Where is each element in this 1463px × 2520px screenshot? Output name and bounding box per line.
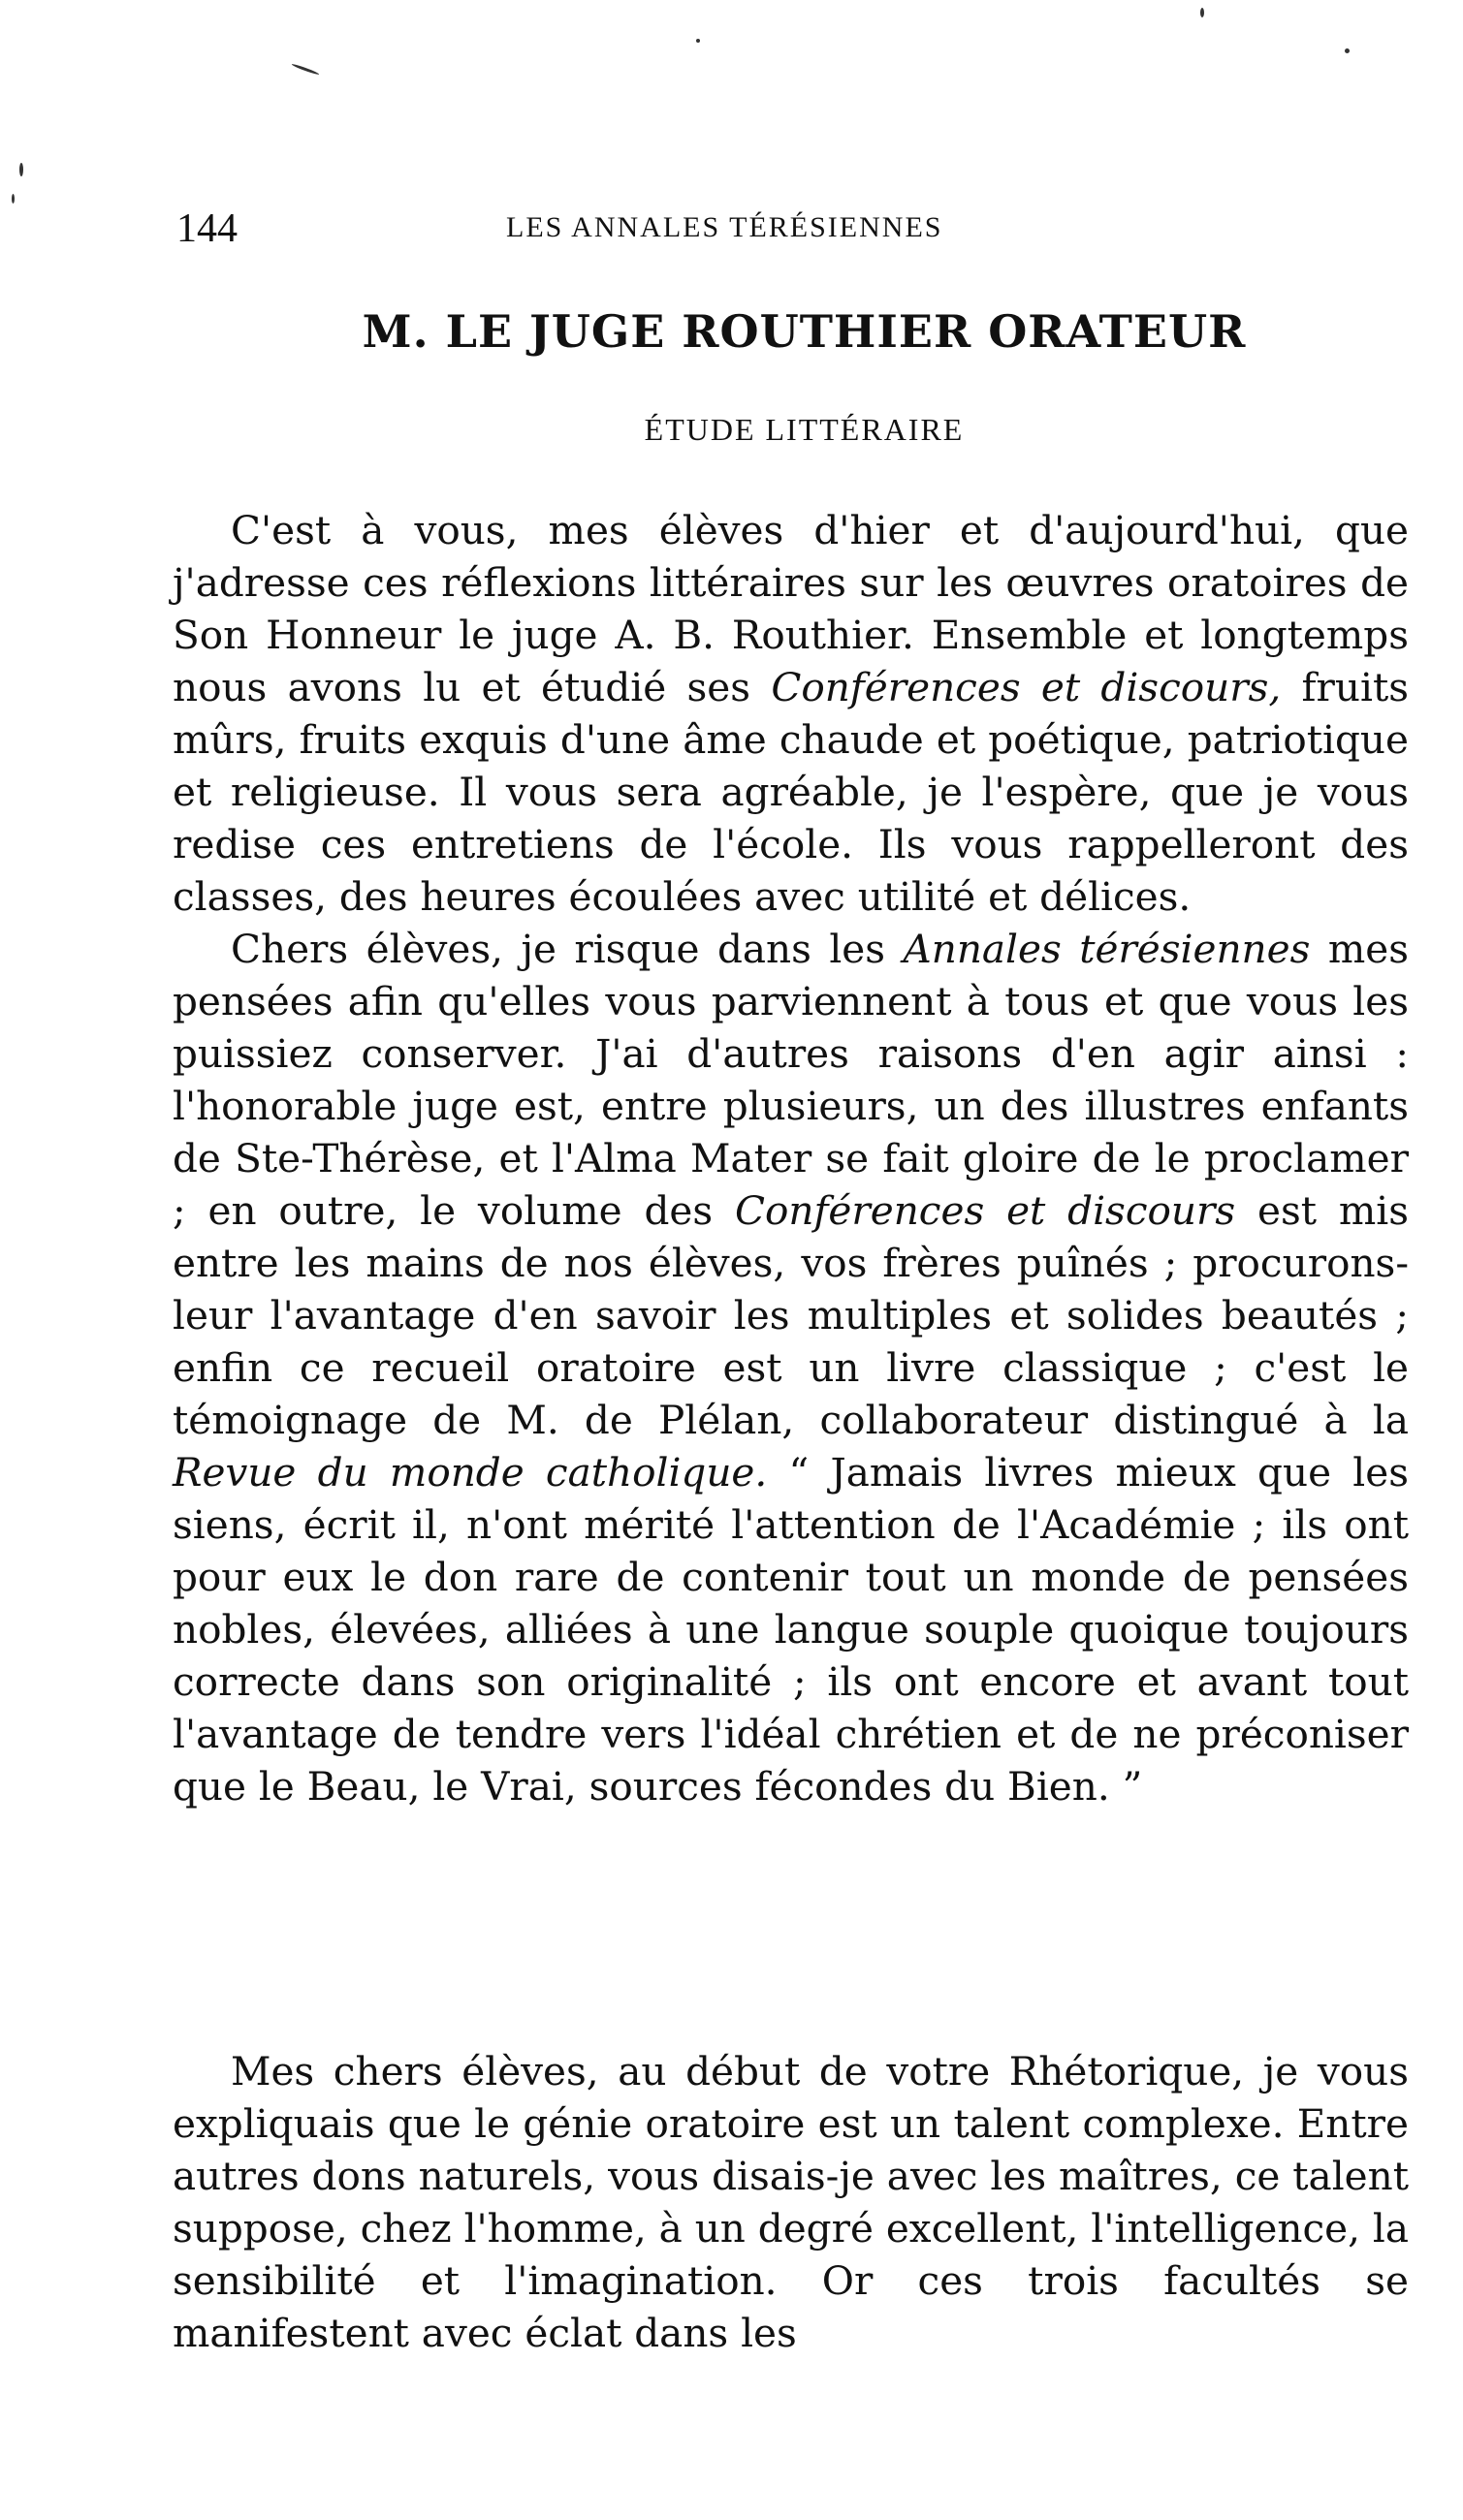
journal-title-annales: Annales térésiennes [903, 926, 1311, 972]
book-title-conferences-2: Conférences et discours [734, 1187, 1236, 1234]
scan-speck [696, 39, 700, 43]
journal-title-revue: Revue du monde catholique. [173, 1449, 768, 1496]
paragraph-1-text-b: fruits mûrs, fruits exquis d'une âme chaude et poétique, patriotique et religieuse. Il vous sera agréable, je l'espère, que je vous redise ces entretiens de l'école. Ils vous rappelleront des classes, des heures écoulées avec utilité et délices. [173, 664, 1410, 920]
running-title: LES ANNALES TÉRÉSIENNES [506, 211, 943, 243]
paragraph-1 [173, 504, 1409, 923]
article-title: M. LE JUGE ROUTHIER ORATEUR [362, 305, 1247, 358]
scan-speck [1200, 8, 1204, 17]
body-text-block-1 [173, 504, 1409, 1812]
scan-speck [291, 63, 319, 76]
paragraph-2-text-d: “ Jamais livres mieux que les siens, écrit il, n'ont mérité l'attention de l'Académie ; ils ont pour eux le don rare de contenir tout un monde de pensées nobles, élevées, alliées à une langue souple quoique toujours correcte dans son originalité ; ils ont encore et avant tout l'avantage de tendre vers l'idéal chrétien et de ne préconiser que le Beau, le Vrai, sources fécondes du Bien. ” [173, 1449, 1409, 1810]
book-title-conferences: Conférences et discours, [771, 664, 1282, 710]
scan-speck [12, 194, 15, 204]
body-text-block-2 [173, 2045, 1409, 2359]
article-subtitle: ÉTUDE LITTÉRAIRE [644, 412, 965, 447]
running-head [176, 205, 1463, 254]
paragraph-3: Mes chers élèves, au début de votre Rhétorique, je vous expliquais que le génie oratoire est un talent complexe. Entre autres dons naturels, vous disais-je avec les maîtres, ce talent suppose, chez l'homme, à un degré excellent, l'intelligence, la sensibilité et l'imagination. Or ces trois facultés se manifestent avec éclat dans les [173, 2048, 1409, 2356]
paragraph-2-text-c: est mis entre les mains de nos élèves, vos frères puînés ; procurons-leur l'avantage d'en savoir les multiples et solides beautés ; enfin ce recueil oratoire est un livre classique ; c'est le témoignage de M. de Plélan, collaborateur distingué à la [173, 1187, 1409, 1443]
scan-speck [1345, 48, 1350, 53]
paragraph-1-text-a: C'est à vous, mes élèves d'hier et d'aujourd'hui, que j'adresse ces réflexions littéraires sur les œuvres oratoires de Son Honneur le juge A. B. Routhier. Ensemble et longtemps nous avons lu et étudié ses [173, 507, 1409, 710]
paragraph-2-text-b: mes pensées afin qu'elles vous parviennent à tous et que vous les puissiez conserver. J'ai d'autres raisons d'en agir ainsi : l'honorable juge est, entre plusieurs, un des illustres enfants de Ste-Thérèse, et l'Alma Mater se fait gloire de le proclamer ; en outre, le volume des [173, 926, 1409, 1234]
paragraph-2 [173, 923, 1409, 1812]
paragraph-2-text-a: Chers élèves, je risque dans les [231, 926, 904, 972]
page-number: 144 [176, 206, 238, 251]
scan-speck [19, 163, 23, 176]
